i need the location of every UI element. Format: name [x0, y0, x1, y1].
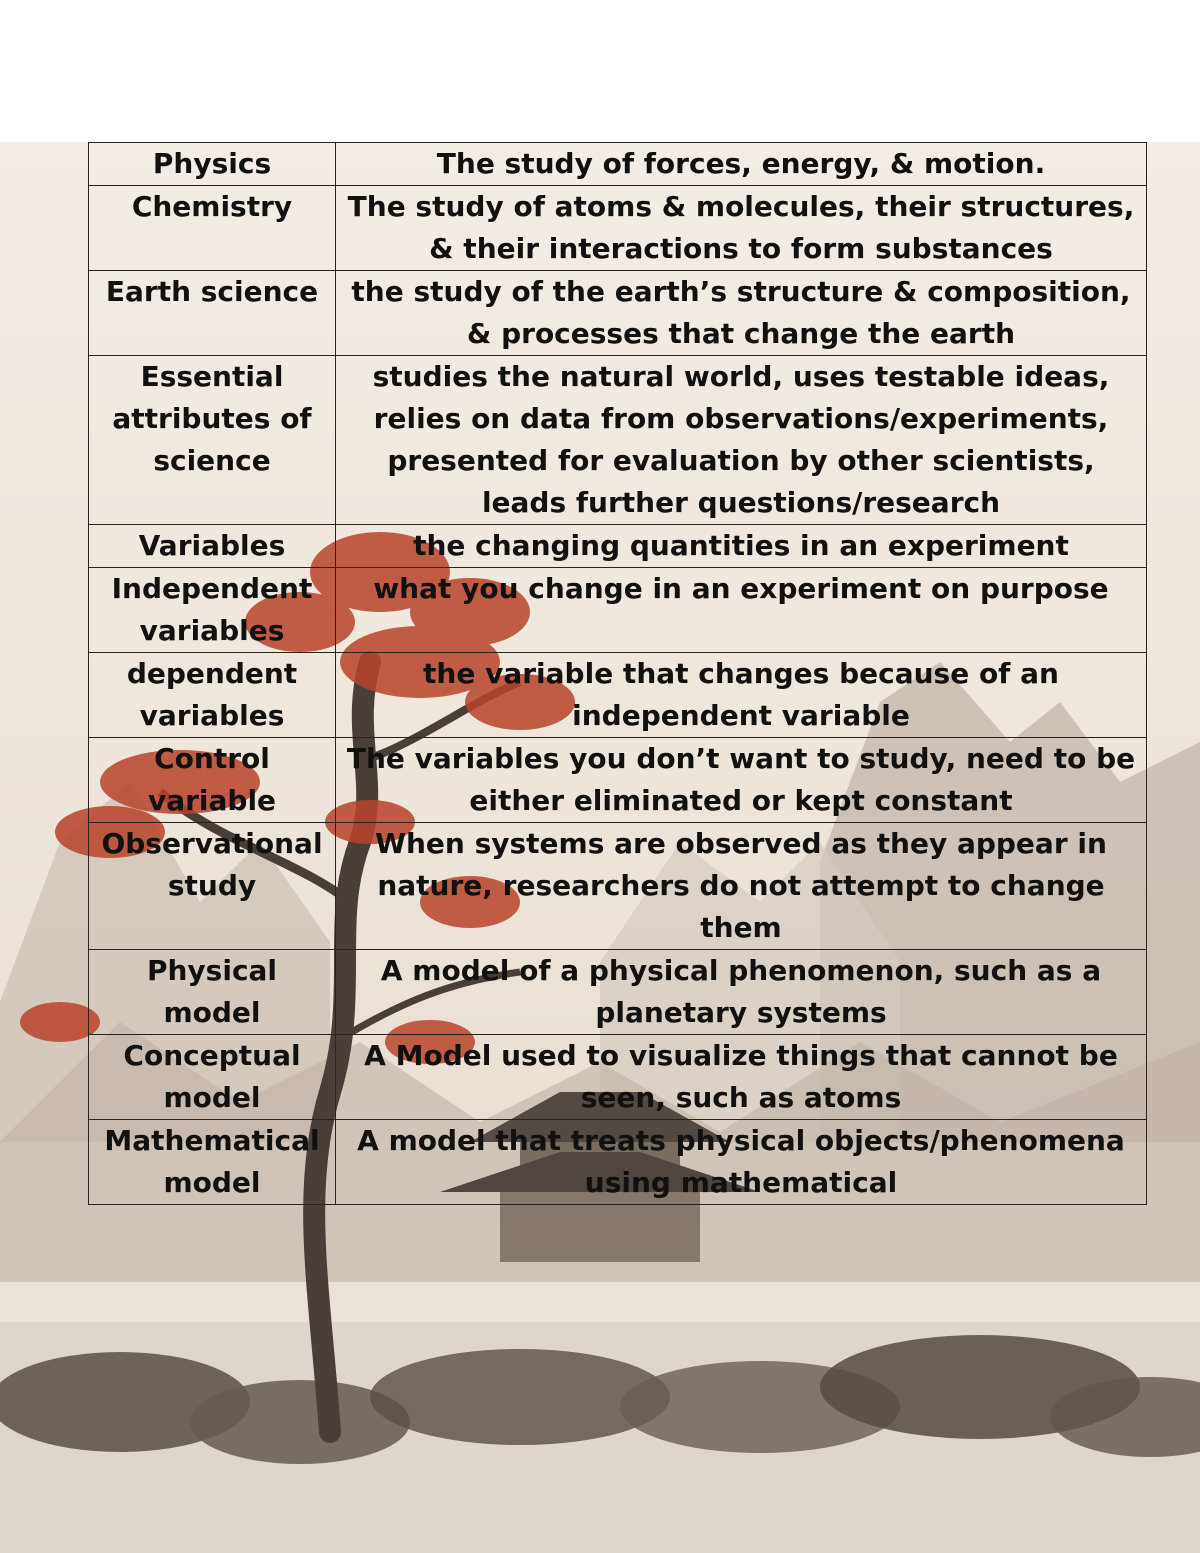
table-row — [89, 1120, 1147, 1205]
term-cell: Physical model — [89, 950, 336, 1035]
definition-cell: The study of atoms & molecules, their structures, & their interactions to form substances — [336, 186, 1147, 271]
table-row — [89, 143, 1147, 186]
term-cell: Observational study — [89, 823, 336, 950]
term-cell: dependent variables — [89, 653, 336, 738]
definition-cell: A model of a physical phenomenon, such as a planetary systems — [336, 950, 1147, 1035]
science-glossary-table — [88, 142, 1147, 1205]
definition-cell: studies the natural world, uses testable ideas, relies on data from observations/experiments, presented for evaluation by other scientists, leads further questions/research — [336, 356, 1147, 525]
definition-cell: the changing quantities in an experiment — [336, 525, 1147, 568]
term-cell: Variables — [89, 525, 336, 568]
definition-cell: the study of the earth’s structure & composition, & processes that change the earth — [336, 271, 1147, 356]
definition-cell: what you change in an experiment on purpose — [336, 568, 1147, 653]
table-row — [89, 356, 1147, 525]
page-top-margin — [0, 0, 1200, 142]
definition-cell: A model that treats physical objects/phenomena using mathematical — [336, 1120, 1147, 1205]
definition-cell: the variable that changes because of an independent variable — [336, 653, 1147, 738]
definition-cell: A Model used to visualize things that cannot be seen, such as atoms — [336, 1035, 1147, 1120]
term-cell: Mathematical model — [89, 1120, 336, 1205]
term-cell: Independent variables — [89, 568, 336, 653]
table-row — [89, 653, 1147, 738]
table-row — [89, 950, 1147, 1035]
table-row — [89, 525, 1147, 568]
definition-cell: The variables you don’t want to study, need to be either eliminated or kept constant — [336, 738, 1147, 823]
table-row — [89, 1035, 1147, 1120]
term-cell: Control variable — [89, 738, 336, 823]
term-cell: Chemistry — [89, 186, 336, 271]
table-row — [89, 738, 1147, 823]
table-row — [89, 823, 1147, 950]
table-row — [89, 186, 1147, 271]
definition-cell: When systems are observed as they appear in nature, researchers do not attempt to change them — [336, 823, 1147, 950]
definition-cell: The study of forces, energy, & motion. — [336, 143, 1147, 186]
term-cell: Essential attributes of science — [89, 356, 336, 525]
term-cell: Physics — [89, 143, 336, 186]
term-cell: Conceptual model — [89, 1035, 336, 1120]
table-row — [89, 568, 1147, 653]
table-row — [89, 271, 1147, 356]
term-cell: Earth science — [89, 271, 336, 356]
